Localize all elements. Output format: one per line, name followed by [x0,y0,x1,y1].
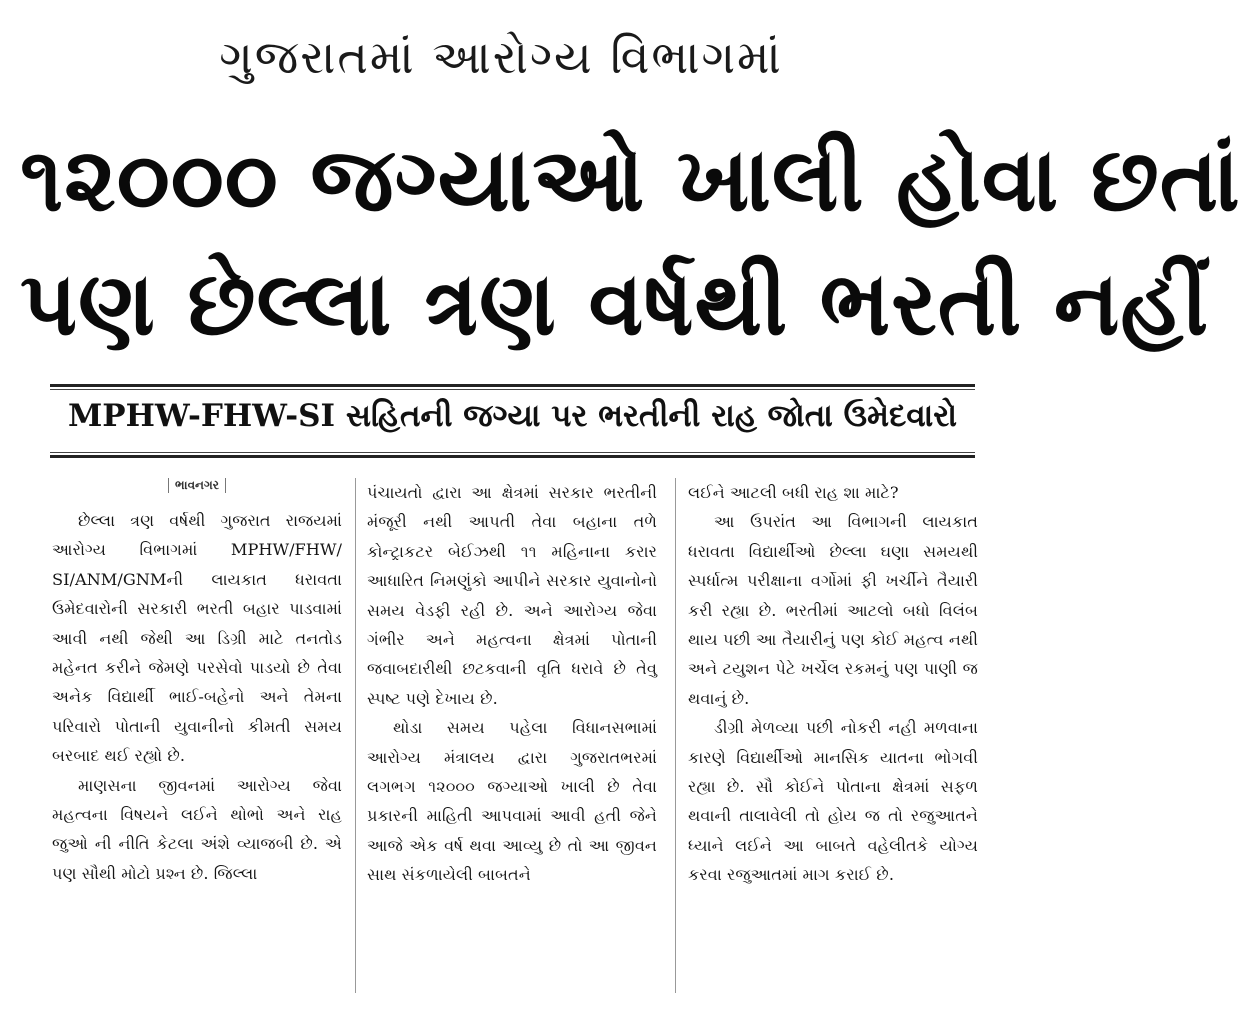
kicker: ગુજરાતમાં આરોગ્ય વિભાગમાં [219,30,783,84]
paragraph: લઈને આટલી બધી રાહ શા માટે? [688,483,899,502]
headline-line-2: પણ છેલ્લા ત્રણ વર્ષથી ભરતી નહીં [20,252,1210,355]
paragraph: ડીગ્રી મેળવ્યા પછી નોકરી નહી મળવાના કારણે વિદ્યાર્થીઓ માનસિક યાતના ભોગવી રહ્યા છે. સૌ કોઈને પોતાના ક્ષેત્રમાં સફળ થવાની તાલાવેલી તો હોય જ તો રજુઆતને ધ્યાને લઈને આ બાબતે વહેલીતકે યોગ્ય કરવા રજુઆતમાં માગ કરાઈ છે. [688,718,978,885]
dateline [52,478,342,493]
paragraph: થોડા સમય પહેલા વિધાનસભામાં આરોગ્ય મંત્રાલય દ્વારા ગુજરાતભરમાં લગભગ ૧૨૦૦૦ જગ્યાઓ ખાલી છે તેવા પ્રકારની માહિતી આપવામાં આવી હતી જેને આજે એક વર્ષ થવા આવ્યુ છે તો આ જીવન સાથ સંકળાયેલી બાબતને [367,718,657,885]
headline-line-1: ૧૨૦૦૦ જગ્યાઓ ખાલી હોવા છતાં [20,128,1241,231]
dateline-label: ભાવનગર [168,478,226,493]
article-column-3 [688,478,978,998]
column-divider-2 [675,478,676,993]
article-column-1 [52,506,342,1026]
divider-top [50,384,975,387]
paragraph: માણસના જીવનમાં આરોગ્ય જેવા મહત્વના વિષયને લઈને થોભો અને રાહ જુઓ ની નીતિ કેટલા અંશે વ્યાજબી છે. એ પણ સૌથી મોટો પ્રશ્ન છે. જિલ્લા [52,775,342,883]
divider-bottom [50,452,975,453]
column-divider-1 [355,478,356,993]
divider-top-thin [50,389,975,390]
paragraph: આ ઉપરાંત આ વિભાગની લાયકાત ધરાવતા વિદ્યાર્થીઓ છેલ્લા ઘણા સમયથી સ્પર્ધાત્મ પરીક્ષાના વર્ગોમાં ફી ખર્ચીને તૈયારી કરી રહ્યા છે. ભરતીમાં આટલો બધો વિલંબ થાય પછી આ તૈયારીનું પણ કોઈ મહત્વ નથી અને ટયુશન પેટે ખર્ચેલ રકમનું પણ પાણી જ થવાનું છે. [688,512,978,708]
paragraph: પંચાયતો દ્વારા આ ક્ષેત્રમાં સરકાર ભરતીની મંજૂરી નથી આપતી તેવા બહાના તળે કોન્ટ્રાકટર બેઈઝથી ૧૧ મહિનાના કરાર આધારિત નિમણુંકો આપીને સરકાર યુવાનોનો સમય વેડફી રહી છે. અને આરોગ્ય જેવા ગંભીર અને મહત્વના ક્ષેત્રમાં પોતાની જવાબદારીથી છટકવાની વૃતિ ધરાવે છે તેવુ સ્પષ્ટ પણે દેખાય છે. [367,483,657,708]
article-column-2 [367,478,657,998]
divider-bottom-thick [50,455,975,458]
paragraph: છેલ્લા ત્રણ વર્ષથી ગુજરાત રાજયમાં આરોગ્ય વિભાગમાં MPHW/FHW/ SI/ANM/GNMની લાયકાત ધરાવતા ઉમેદવારોની સરકારી ભરતી બહાર પાડવામાં આવી નથી જેથી આ ડિગ્રી માટે તનતોડ મહેનત કરીને જેમણે પરસેવો પાડયો છે તેવા અનેક વિદ્યાર્થી ભાઈ-બહેનો અને તેમના પરિવારો પોતાની યુવાનીનો કીમતી સમય બરબાદ થઈ રહ્યો છે. [52,511,342,766]
deck-subheadline: MPHW-FHW-SI સહિતની જગ્યા પર ભરતીની રાહ જોતા ઉમેદવારો [67,398,958,434]
